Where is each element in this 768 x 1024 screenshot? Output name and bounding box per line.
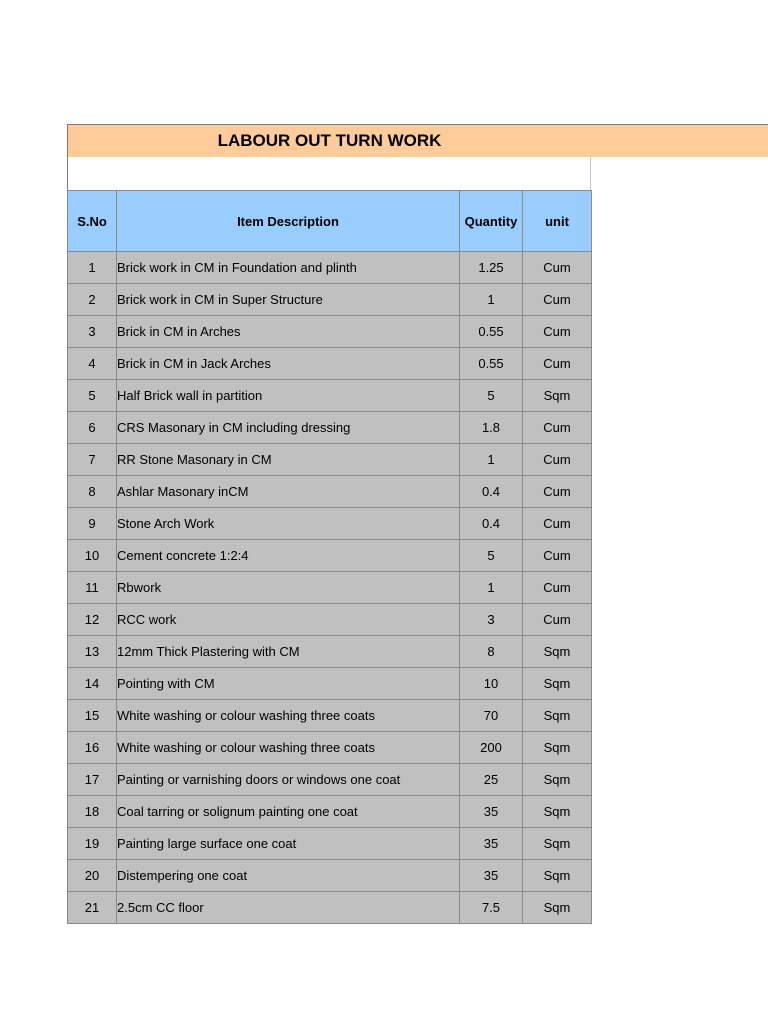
cell-unit[interactable]: Cum: [523, 316, 592, 348]
labour-table: [67, 190, 592, 924]
cell-quantity[interactable]: 1: [460, 572, 523, 604]
cell-item-description[interactable]: White washing or colour washing three coats: [117, 700, 460, 732]
cell-sno[interactable]: 4: [68, 348, 117, 380]
cell-sno[interactable]: 15: [68, 700, 117, 732]
cell-item-description[interactable]: Rbwork: [117, 572, 460, 604]
cell-item-description[interactable]: CRS Masonary in CM including dressing: [117, 412, 460, 444]
cell-sno[interactable]: 20: [68, 860, 117, 892]
cell-unit[interactable]: Cum: [523, 604, 592, 636]
cell-sno[interactable]: 21: [68, 892, 117, 924]
cell-quantity[interactable]: 70: [460, 700, 523, 732]
cell-unit[interactable]: Sqm: [523, 732, 592, 764]
cell-unit[interactable]: Sqm: [523, 860, 592, 892]
cell-item-description[interactable]: RR Stone Masonary in CM: [117, 444, 460, 476]
cell-sno[interactable]: 13: [68, 636, 117, 668]
cell-quantity[interactable]: 8: [460, 636, 523, 668]
table-row: [68, 764, 592, 796]
table-row: [68, 252, 592, 284]
header-item-description[interactable]: Item Description: [117, 191, 460, 252]
cell-item-description[interactable]: Pointing with CM: [117, 668, 460, 700]
cell-unit[interactable]: Cum: [523, 540, 592, 572]
cell-item-description[interactable]: Half Brick wall in partition: [117, 380, 460, 412]
cell-unit[interactable]: Cum: [523, 444, 592, 476]
cell-unit[interactable]: Cum: [523, 508, 592, 540]
header-unit[interactable]: unit: [523, 191, 592, 252]
cell-quantity[interactable]: 0.4: [460, 508, 523, 540]
cell-quantity[interactable]: 1.8: [460, 412, 523, 444]
header-row: [68, 191, 592, 252]
cell-quantity[interactable]: 5: [460, 540, 523, 572]
sheet-title: LABOUR OUT TURN WORK: [67, 124, 591, 157]
table-row: [68, 604, 592, 636]
header-quantity[interactable]: Quantity: [460, 191, 523, 252]
cell-item-description[interactable]: 2.5cm CC floor: [117, 892, 460, 924]
cell-sno[interactable]: 19: [68, 828, 117, 860]
table-row: [68, 668, 592, 700]
header-sno[interactable]: S.No: [68, 191, 117, 252]
table-row: [68, 316, 592, 348]
table-row: [68, 444, 592, 476]
cell-quantity[interactable]: 0.55: [460, 316, 523, 348]
cell-sno[interactable]: 10: [68, 540, 117, 572]
cell-item-description[interactable]: Brick work in CM in Foundation and plinth: [117, 252, 460, 284]
cell-quantity[interactable]: 5: [460, 380, 523, 412]
cell-item-description[interactable]: Painting large surface one coat: [117, 828, 460, 860]
cell-item-description[interactable]: White washing or colour washing three coats: [117, 732, 460, 764]
table-row: [68, 476, 592, 508]
cell-sno[interactable]: 16: [68, 732, 117, 764]
table-row: [68, 828, 592, 860]
cell-quantity[interactable]: 35: [460, 860, 523, 892]
cell-unit[interactable]: Cum: [523, 572, 592, 604]
cell-quantity[interactable]: 1: [460, 284, 523, 316]
cell-item-description[interactable]: Brick in CM in Arches: [117, 316, 460, 348]
cell-unit[interactable]: Sqm: [523, 700, 592, 732]
cell-quantity[interactable]: 7.5: [460, 892, 523, 924]
cell-sno[interactable]: 12: [68, 604, 117, 636]
cell-quantity[interactable]: 25: [460, 764, 523, 796]
cell-quantity[interactable]: 3: [460, 604, 523, 636]
cell-unit[interactable]: Sqm: [523, 668, 592, 700]
table-row: [68, 860, 592, 892]
cell-quantity[interactable]: 1.25: [460, 252, 523, 284]
cell-sno[interactable]: 6: [68, 412, 117, 444]
cell-quantity[interactable]: 200: [460, 732, 523, 764]
cell-unit[interactable]: Cum: [523, 476, 592, 508]
cell-sno[interactable]: 8: [68, 476, 117, 508]
cell-sno[interactable]: 5: [68, 380, 117, 412]
table-row: [68, 508, 592, 540]
cell-item-description[interactable]: Brick in CM in Jack Arches: [117, 348, 460, 380]
table-row: [68, 284, 592, 316]
cell-quantity[interactable]: 10: [460, 668, 523, 700]
table-row: [68, 412, 592, 444]
cell-item-description[interactable]: Cement concrete 1:2:4: [117, 540, 460, 572]
table-row: [68, 796, 592, 828]
cell-quantity[interactable]: 0.55: [460, 348, 523, 380]
cell-unit[interactable]: Sqm: [523, 892, 592, 924]
cell-unit[interactable]: Sqm: [523, 636, 592, 668]
cell-item-description[interactable]: 12mm Thick Plastering with CM: [117, 636, 460, 668]
cell-sno[interactable]: 11: [68, 572, 117, 604]
cell-sno[interactable]: 1: [68, 252, 117, 284]
table-row: [68, 892, 592, 924]
cell-quantity[interactable]: 35: [460, 796, 523, 828]
table-row: [68, 732, 592, 764]
cell-unit[interactable]: Cum: [523, 252, 592, 284]
cell-sno[interactable]: 7: [68, 444, 117, 476]
cell-sno[interactable]: 2: [68, 284, 117, 316]
table-row: [68, 636, 592, 668]
table-row: [68, 700, 592, 732]
blank-row: [67, 157, 591, 191]
cell-item-description[interactable]: Stone Arch Work: [117, 508, 460, 540]
cell-item-description[interactable]: Brick work in CM in Super Structure: [117, 284, 460, 316]
cell-quantity[interactable]: 0.4: [460, 476, 523, 508]
cell-sno[interactable]: 9: [68, 508, 117, 540]
cell-unit[interactable]: Cum: [523, 348, 592, 380]
cell-sno[interactable]: 17: [68, 764, 117, 796]
table-row: [68, 540, 592, 572]
cell-unit[interactable]: Sqm: [523, 796, 592, 828]
cell-unit[interactable]: Cum: [523, 284, 592, 316]
cell-quantity[interactable]: 1: [460, 444, 523, 476]
cell-unit[interactable]: Sqm: [523, 764, 592, 796]
cell-unit[interactable]: Cum: [523, 412, 592, 444]
cell-unit[interactable]: Sqm: [523, 828, 592, 860]
cell-sno[interactable]: 14: [68, 668, 117, 700]
cell-sno[interactable]: 18: [68, 796, 117, 828]
cell-item-description[interactable]: RCC work: [117, 604, 460, 636]
cell-sno[interactable]: 3: [68, 316, 117, 348]
cell-quantity[interactable]: 35: [460, 828, 523, 860]
cell-item-description[interactable]: Painting or varnishing doors or windows one coat: [117, 764, 460, 796]
cell-unit[interactable]: Sqm: [523, 380, 592, 412]
cell-item-description[interactable]: Coal tarring or solignum painting one coat: [117, 796, 460, 828]
cell-item-description[interactable]: Ashlar Masonary inCM: [117, 476, 460, 508]
table-row: [68, 572, 592, 604]
table-row: [68, 348, 592, 380]
cell-item-description[interactable]: Distempering one coat: [117, 860, 460, 892]
table-row: [68, 380, 592, 412]
